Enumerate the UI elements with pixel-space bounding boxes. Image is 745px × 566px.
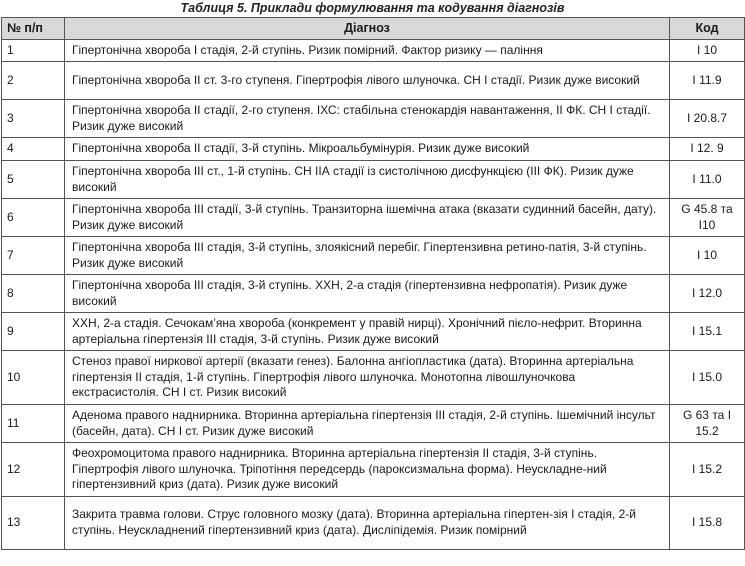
table-header-row: [2, 18, 745, 40]
row-diagnosis: Аденома правого наднирника. Вторинна артеріальна гіпертензія ІІІ стадія, 2-й ступінь. Ішемічний інсульт (басейн, дата). СН І ст. Ризик дуже високий: [65, 405, 670, 443]
row-number: 11: [2, 405, 65, 443]
row-diagnosis: Гіпертонічна хвороба ІІІ стадія, 3-й ступінь. ХХН, 2-а стадія (гіпертензивна нефропатія). Ризик дуже високий: [65, 275, 670, 313]
row-diagnosis: Гіпертонічна хвороба ІІ стадії, 2-го ступеня. ІХС: стабільна стенокардія навантаження, ІІ ФК. СН І стадії. Ризик дуже високий: [65, 100, 670, 138]
row-diagnosis: Гіпертонічна хвороба ІІІ стадія, 3-й ступінь, злоякісний перебіг. Гіпертензивна ретино-патія, 3-й ступінь. Ризик дуже високий: [65, 237, 670, 275]
row-number: 12: [2, 443, 65, 497]
row-diagnosis: Гіпертонічна хвороба ІІ ст. 3-го ступеня. Гіпертрофія лівого шлуночка. СН І стадії. Ризик дуже високий: [65, 62, 670, 100]
table-row: [2, 443, 745, 497]
row-number: 7: [2, 237, 65, 275]
row-code: І 10: [670, 40, 745, 62]
table-row: [2, 275, 745, 313]
row-number: 6: [2, 199, 65, 237]
row-diagnosis: Феохромоцитома правого наднирника. Вторинна артеріальна гіпертензія ІІ стадія, 3-й ступінь. Гіпертрофія лівого шлуночка. Тріпотіння передсердь (пароксизмальна форма). Неускладне-ний гіпертензивний криз (дата). Ризик дуже високий: [65, 443, 670, 497]
table-row: [2, 351, 745, 405]
row-diagnosis: Закрита травма голови. Струс головного мозку (дата). Вторинна артеріальна гіпертен-зія І стадія, 2-й ступінь. Неускладнений гіпертензивний криз (дата). Дисліпідемія. Ризик помірний: [65, 497, 670, 550]
row-code: І 15.2: [670, 443, 745, 497]
row-code: І 11.0: [670, 161, 745, 199]
table-row: [2, 40, 745, 62]
row-number: 8: [2, 275, 65, 313]
row-diagnosis: Стеноз правої ниркової артерії (вказати генез). Балонна ангіопластика (дата). Вторинна артеріальна гіпертензія ІІ стадія, 1-й ступінь. Гіпертрофія лівого шлуночка. Монотопна лівошлуночкова екстрасистолія. СН І ст. Ризик високий: [65, 351, 670, 405]
table-row: [2, 199, 745, 237]
row-code: І 15.1: [670, 313, 745, 351]
row-code: І 20.8.7: [670, 100, 745, 138]
row-code: І 10: [670, 237, 745, 275]
row-number: 1: [2, 40, 65, 62]
table-row: [2, 62, 745, 100]
header-code: Код: [670, 18, 745, 40]
row-number: 10: [2, 351, 65, 405]
row-code: І 12.0: [670, 275, 745, 313]
table-row: [2, 100, 745, 138]
table-row: [2, 497, 745, 550]
row-number: 4: [2, 138, 65, 161]
row-code: І 15.0: [670, 351, 745, 405]
table-row: [2, 138, 745, 161]
row-number: 3: [2, 100, 65, 138]
row-diagnosis: Гіпертонічна хвороба І стадія, 2-й ступінь. Ризик помірний. Фактор ризику — паління: [65, 40, 670, 62]
row-code: І 12. 9: [670, 138, 745, 161]
header-diagnosis: Діагноз: [65, 18, 670, 40]
row-diagnosis: Гіпертонічна хвороба ІІ стадії, 3-й ступінь. Мікроальбумінурія. Ризик дуже високий: [65, 138, 670, 161]
header-number: № п/п: [2, 18, 65, 40]
row-code: G 63 та І 15.2: [670, 405, 745, 443]
table-row: [2, 237, 745, 275]
row-code: І 15.8: [670, 497, 745, 550]
table-row: [2, 161, 745, 199]
row-diagnosis: ХХН, 2-а стадія. Сечокам’яна хвороба (конкремент у правій нирці). Хронічний пієло-нефрит. Вторинна артеріальна гіпертензія ІІІ стадія, 3-й ступінь. Ризик дуже високий: [65, 313, 670, 351]
row-diagnosis: Гіпертонічна хвороба ІІІ стадії, 3-й ступінь. Транзиторна ішемічна атака (вказати судинний басейн, дату). Ризик дуже високий: [65, 199, 670, 237]
row-number: 5: [2, 161, 65, 199]
table-row: [2, 313, 745, 351]
table-caption: Таблиця 5. Приклади формулювання та кодування діагнозів: [180, 1, 565, 15]
row-code: G 45.8 та І10: [670, 199, 745, 237]
row-diagnosis: Гіпертонічна хвороба ІІІ ст., 1-й ступінь. СН ІІА стадії із систолічною дисфункцією (ІІІ ФК). Ризик дуже високий: [65, 161, 670, 199]
diagnosis-table: [1, 17, 745, 550]
row-number: 2: [2, 62, 65, 100]
row-code: І 11.9: [670, 62, 745, 100]
table-row: [2, 405, 745, 443]
row-number: 9: [2, 313, 65, 351]
row-number: 13: [2, 497, 65, 550]
